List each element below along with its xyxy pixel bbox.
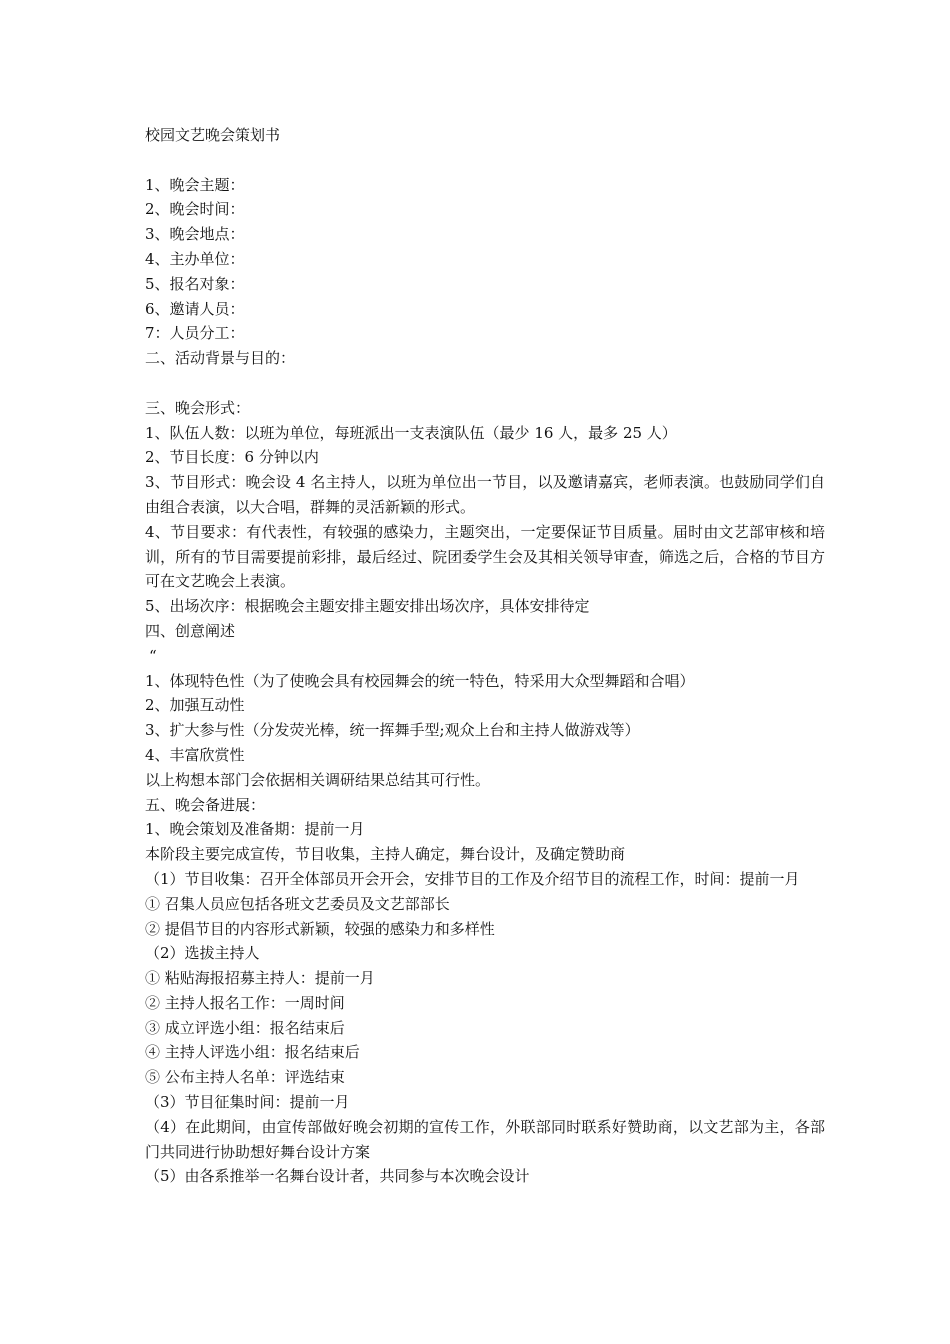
blank-line <box>145 371 825 396</box>
section5-phase-1-summary: 本阶段主要完成宣传，节目收集，主持人确定，舞台设计，及确定赞助商 <box>145 845 626 864</box>
basics-item-invitees: 6、邀请人员： <box>145 299 245 318</box>
basics-item-organizer: 4、主办单位： <box>145 249 245 268</box>
section5-collection-item-1: ① 召集人员应包括各班文艺委员及文艺部部长 <box>145 894 450 913</box>
section3-item-requirements: 4、节目要求：有代表性，有较强的感染力，主题突出，一定要保证节目质量。届时由文艺部审核和培训，所有的节目需要提前彩排，最后经过、院团委学生会及其相关领导审查，筛选之后，合格的节目方可在文艺晚会上表演。 <box>145 522 825 591</box>
section5-host-item-3: ③ 成立评选小组：报名结束后 <box>145 1018 345 1037</box>
section5-publicity: （4）在此期间，由宣传部做好晚会初期的宣传工作，外联部同时联系好赞助商，以文艺部为主，各部门共同进行协助想好舞台设计方案 <box>145 1117 825 1161</box>
section3-item-order: 5、出场次序：根据晚会主题安排主题安排出场次序，具体安排待定 <box>145 597 590 616</box>
basics-item-staffing: 7：人员分工： <box>145 324 245 343</box>
section5-program-deadline: （3）节目征集时间：提前一月 <box>145 1093 350 1112</box>
section5-collection-item-2: ② 提倡节目的内容形式新颖，较强的感染力和多样性 <box>145 919 495 938</box>
basics-item-theme: 1、晚会主题： <box>145 175 245 194</box>
section5-host-item-1: ① 粘贴海报招募主持人：提前一月 <box>145 969 375 988</box>
section5-host-item-4: ④ 主持人评选小组：报名结束后 <box>145 1043 360 1062</box>
section5-host-item-5: ⑤ 公布主持人名单：评选结束 <box>145 1068 345 1087</box>
basics-item-venue: 3、晚会地点： <box>145 225 245 244</box>
section5-program-collection: （1）节目收集：召开全体部员开会开会，安排节目的工作及介绍节目的流程工作，时间：提前一月 <box>145 869 800 888</box>
section4-summary: 以上构想本部门会依据相关调研结果总结其可行性。 <box>145 770 491 789</box>
section3-heading: 三、晚会形式： <box>145 398 251 417</box>
section5-host-selection: （2）选拔主持人 <box>145 944 260 963</box>
section5-heading: 五、晚会备进展： <box>145 795 266 814</box>
document-page <box>145 123 825 1189</box>
basics-list <box>145 173 825 347</box>
section3-item-length: 2、节目长度：6 分钟以内 <box>145 448 319 467</box>
basics-item-time: 2、晚会时间： <box>145 200 245 219</box>
section4-item-participation: 3、扩大参与性（分发荧光棒，统一挥舞手型;观众上台和主持人做游戏等） <box>145 721 640 740</box>
section5-host-item-2: ② 主持人报名工作：一周时间 <box>145 993 345 1012</box>
section2-heading: 二、活动背景与目的： <box>145 349 296 368</box>
basics-item-participants: 5、报名对象： <box>145 274 245 293</box>
document-title: 校园文艺晚会策划书 <box>145 126 281 144</box>
section4-item-interaction: 2、加强互动性 <box>145 696 245 715</box>
section4-item-appreciation: 4、丰富欣赏性 <box>145 745 245 764</box>
section5-phase-1: 1、晚会策划及准备期：提前一月 <box>145 820 365 839</box>
section3-item-format: 3、节目形式：晚会设 4 名主持人，以班为单位出一节目，以及邀请嘉宾，老师表演。也鼓励同学们自由组合表演，以大合唱，群舞的灵活新颖的形式。 <box>145 473 825 516</box>
section4-quote-mark: “ <box>149 646 157 665</box>
section4-heading: 四、创意阐述 <box>145 621 236 640</box>
section5-stage-design: （5）由各系推举一名舞台设计者，共同参与本次晚会设计 <box>145 1167 530 1186</box>
section3-item-team-size: 1、队伍人数：以班为单位，每班派出一支表演队伍（最少 16 人，最多 25 人） <box>145 423 677 442</box>
section4-item-feature: 1、体现特色性（为了使晚会具有校园舞会的统一特色，特采用大众型舞蹈和合唱） <box>145 671 695 690</box>
